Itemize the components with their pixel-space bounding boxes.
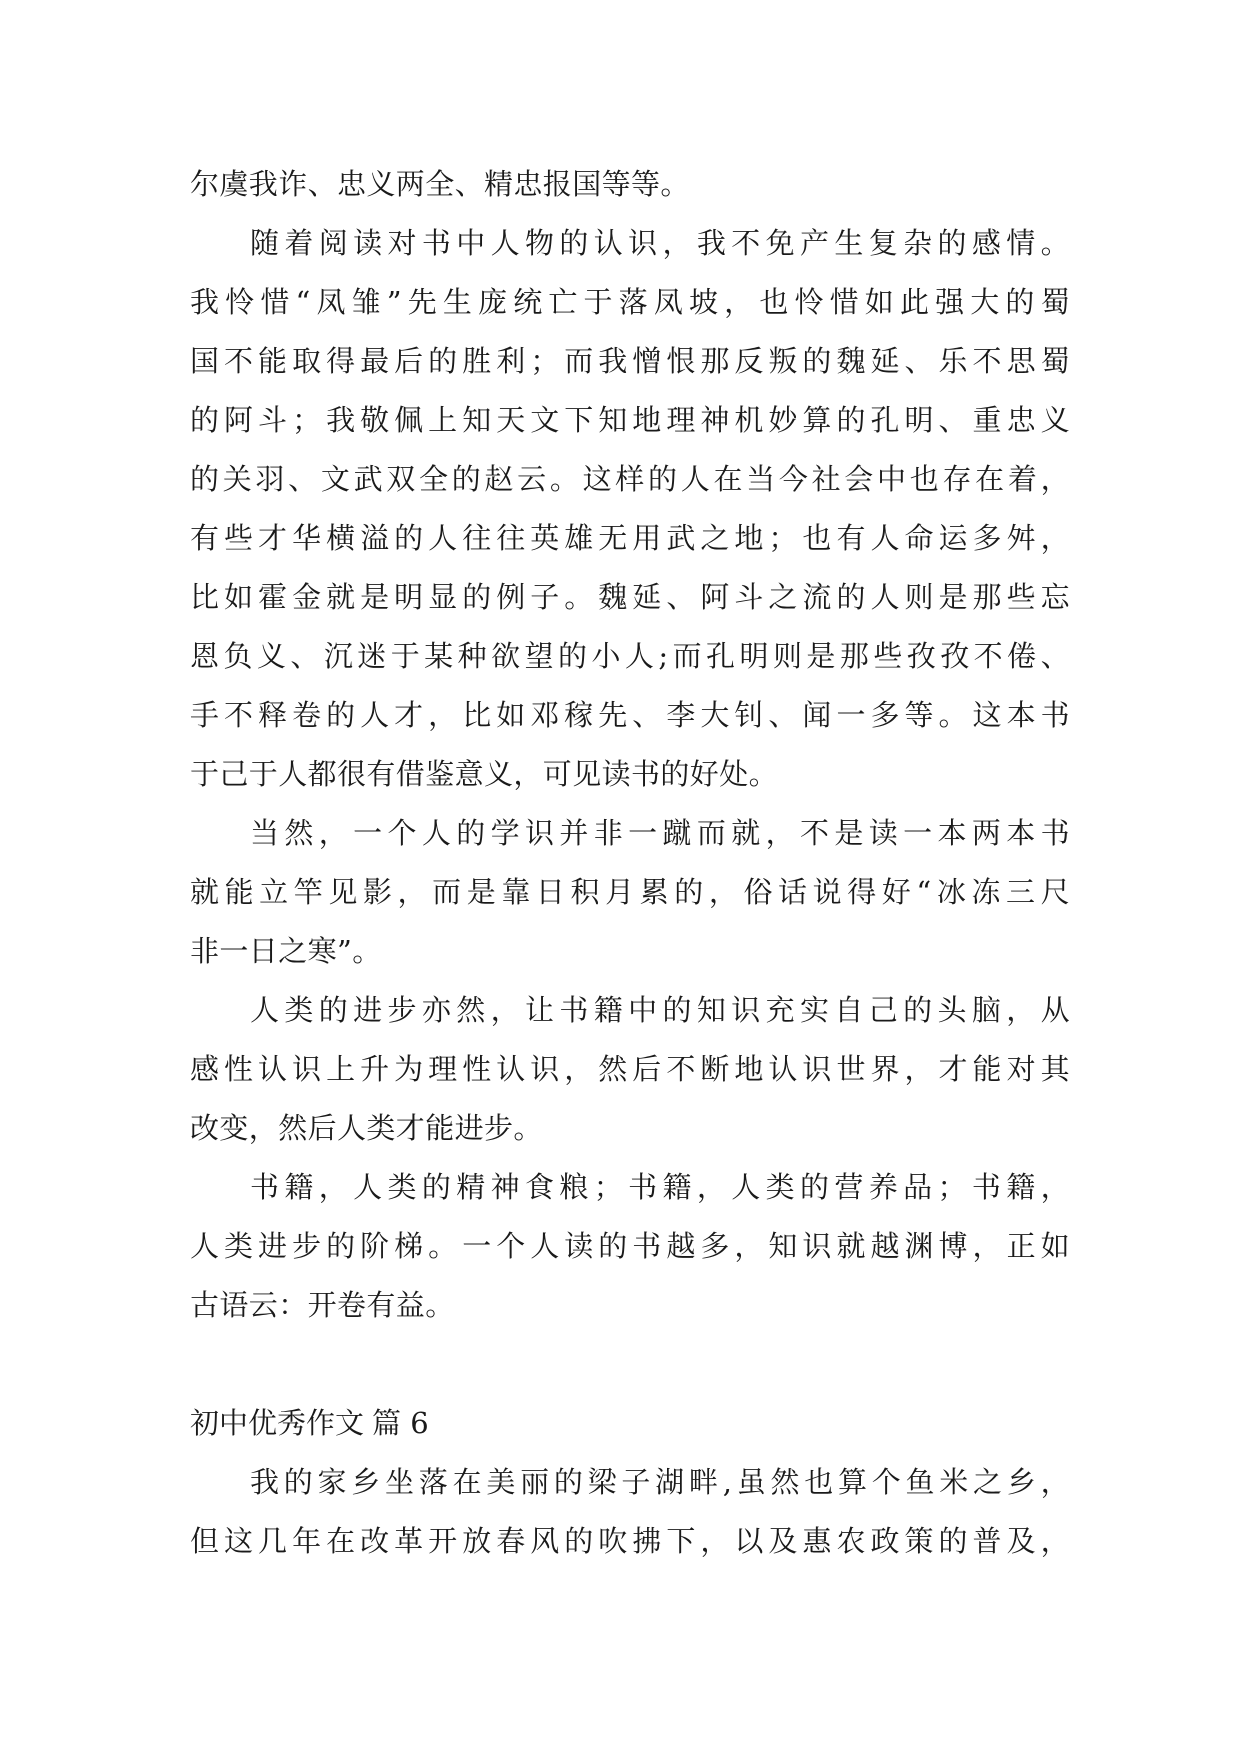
text-line: 就能立竿见影，而是靠日积月累的，俗话说得好“冰冻三尺 xyxy=(190,875,1070,909)
text-line: 但这几年在改革开放春风的吹拂下，以及惠农政策的普及， xyxy=(190,1524,1070,1558)
text-line: 我怜惜“凤雏”先生庞统亡于落凤坡，也怜惜如此强大的蜀 xyxy=(190,285,1070,319)
paragraph-hometown xyxy=(190,1453,1070,1571)
section-title: 初中优秀作文 xyxy=(190,1406,365,1440)
text-line: 书籍，人类的精神食粮；书籍，人类的营养品；书籍， xyxy=(250,1170,1070,1204)
text-line: 随着阅读对书中人物的认识，我不免产生复杂的感情。 xyxy=(250,226,1070,260)
text-line: 尔虞我诈、忠义两全、精忠报国等等。 xyxy=(190,167,690,201)
text-line: 人类进步的阶梯。一个人读的书越多，知识就越渊博，正如 xyxy=(190,1229,1070,1263)
text-line: 比如霍金就是明显的例子。魏延、阿斗之流的人则是那些忘 xyxy=(190,580,1070,614)
text-line: 的关羽、文武双全的赵云。这样的人在当今社会中也存在着， xyxy=(190,462,1070,496)
text-line: 改变，然后人类才能进步。 xyxy=(190,1111,543,1145)
paragraph-progress xyxy=(190,981,1070,1158)
text-line: 人类的进步亦然，让书籍中的知识充实自己的头脑，从 xyxy=(250,993,1070,1027)
paragraph-books xyxy=(190,1158,1070,1335)
text-line: 有些才华横溢的人往往英雄无用武之地；也有人命运多舛， xyxy=(190,521,1070,555)
text-line: 恩负义、沉迷于某种欲望的小人;而孔明则是那些孜孜不倦、 xyxy=(190,639,1070,673)
text-line: 古语云：开卷有益。 xyxy=(190,1288,455,1322)
section-number: 篇 6 xyxy=(372,1406,429,1440)
text-line: 我的家乡坐落在美丽的梁子湖畔,虽然也算个鱼米之乡， xyxy=(250,1465,1070,1499)
text-line: 当然，一个人的学识并非一蹴而就，不是读一本两本书 xyxy=(250,816,1070,850)
paragraph-reading-reflection xyxy=(190,214,1070,804)
text-line: 的阿斗；我敬佩上知天文下知地理神机妙算的孔明、重忠义 xyxy=(190,403,1070,437)
paragraph-continuation xyxy=(190,155,1070,214)
text-line: 手不释卷的人才，比如邓稼先、李大钊、闻一多等。这本书 xyxy=(190,698,1070,732)
text-line: 国不能取得最后的胜利；而我憎恨那反叛的魏延、乐不思蜀 xyxy=(190,344,1070,378)
text-line: 感性认识上升为理性认识，然后不断地认识世界，才能对其 xyxy=(190,1052,1070,1086)
text-line: 非一日之寒”。 xyxy=(190,934,382,968)
text-line: 于己于人都很有借鉴意义，可见读书的好处。 xyxy=(190,757,779,791)
section-spacer xyxy=(190,1335,1070,1394)
document-body xyxy=(190,155,1070,1571)
paragraph-learning xyxy=(190,804,1070,981)
section-heading xyxy=(190,1394,1070,1453)
